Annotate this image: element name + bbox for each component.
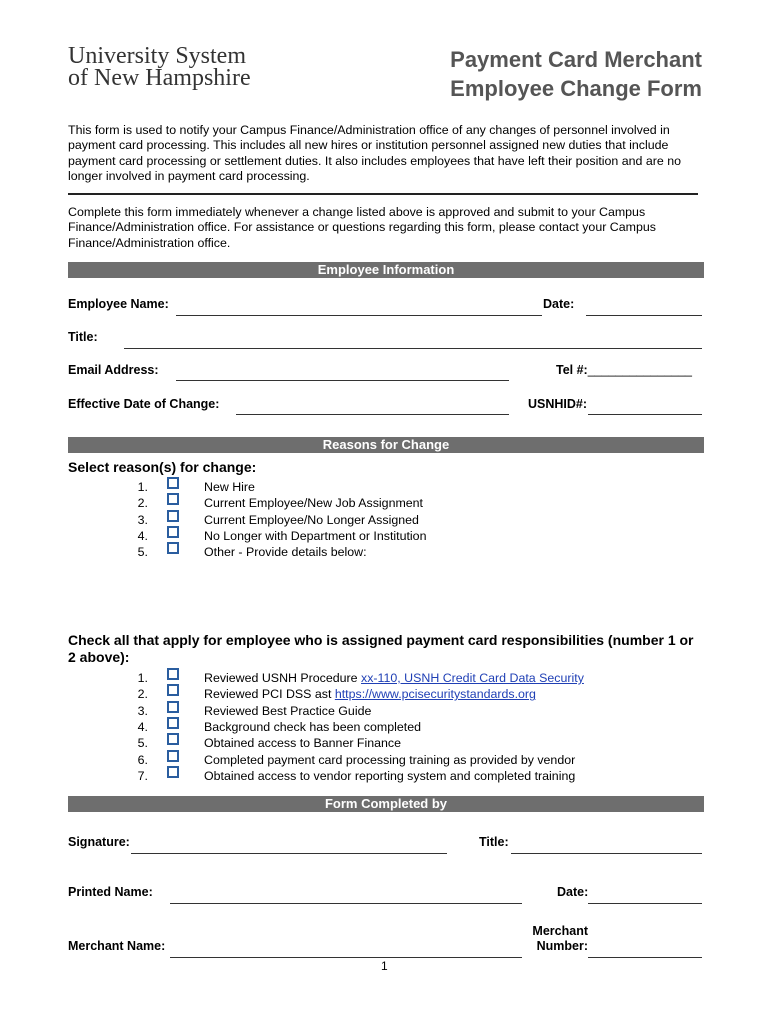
section-header-reasons: Reasons for Change	[68, 437, 704, 453]
checkbox[interactable]	[167, 684, 179, 696]
item-label-text: Other - Provide details below:	[204, 545, 367, 560]
reference-link[interactable]: xx-110, USNH Credit Card Data Security	[361, 671, 584, 685]
item-label	[204, 752, 575, 768]
checkbox[interactable]	[167, 701, 179, 713]
item-label	[204, 686, 536, 702]
checkbox[interactable]	[167, 668, 179, 680]
merchant-name-label: Merchant Name:	[68, 939, 166, 953]
divider	[68, 193, 698, 195]
item-label-text: Obtained access to vendor reporting system and completed training	[204, 768, 576, 783]
item-label-text: Obtained access to Banner Finance	[204, 736, 401, 751]
checkbox[interactable]	[167, 750, 179, 762]
item-number: 3.	[137, 703, 148, 718]
effective-date-label: Effective Date of Change:	[68, 397, 220, 411]
signature-label: Signature:	[68, 835, 130, 849]
item-number: 6.	[137, 752, 148, 767]
item-label	[204, 479, 255, 495]
checkbox[interactable]	[167, 493, 179, 505]
reference-link[interactable]: https://www.pcisecuritystandards.org	[334, 687, 536, 702]
employee-name-field[interactable]	[176, 315, 542, 316]
item-number: 3.	[137, 512, 148, 527]
item-label-text: Current Employee/No Longer Assigned	[204, 512, 419, 527]
item-label-text: Current Employee/New Job Assignment	[204, 496, 424, 511]
item-label-text: Completed payment card processing training as provided by vendor	[204, 752, 576, 767]
item-label	[204, 719, 421, 735]
checkbox[interactable]	[167, 766, 179, 778]
item-label	[204, 703, 371, 719]
item-number: 2.	[137, 496, 148, 511]
item-number: 4.	[137, 719, 148, 734]
usnhid-field[interactable]	[588, 414, 702, 415]
employee-name-label: Employee Name:	[68, 297, 169, 311]
item-label	[204, 528, 426, 544]
reasons-prompt: Select reason(s) for change:	[68, 459, 257, 475]
merchant-number-label-line2: Number:	[536, 939, 588, 953]
completed-title-field[interactable]	[511, 853, 702, 854]
form-title-line1: Payment Card Merchant	[450, 47, 702, 72]
item-number: 5.	[137, 736, 148, 751]
item-label	[204, 512, 419, 528]
date-label: Date:	[543, 297, 575, 311]
responsibilities-prompt: Check all that apply for employee who is assigned payment card responsibilities (number 1 or 2 above):	[68, 632, 694, 665]
effective-date-field[interactable]	[236, 414, 509, 415]
merchant-name-field[interactable]	[170, 957, 522, 958]
item-label-text: Reviewed PCI DSS ast	[204, 687, 335, 702]
completed-title-label: Title:	[479, 835, 509, 849]
item-label	[204, 735, 401, 751]
email-field[interactable]	[176, 380, 509, 381]
item-label-text: Reviewed USNH Procedure	[204, 671, 362, 685]
tel-label	[556, 363, 692, 378]
section-header-employee-info: Employee Information	[68, 262, 704, 278]
title-label: Title:	[68, 330, 98, 344]
checkbox[interactable]	[167, 717, 179, 729]
page-number: 1	[381, 959, 388, 973]
item-number: 4.	[137, 528, 148, 543]
email-label: Email Address:	[68, 363, 159, 377]
item-number: 1.	[137, 671, 148, 685]
form-title-line2: Employee Change Form	[450, 76, 702, 101]
item-label-text: New Hire	[204, 480, 255, 494]
date-field[interactable]	[586, 315, 702, 316]
item-number: 7.	[137, 768, 148, 783]
printed-name-field[interactable]	[170, 903, 522, 904]
item-label	[204, 544, 367, 560]
item-label	[204, 768, 575, 784]
item-label	[204, 495, 423, 511]
logo-line2: of New Hampshire	[68, 65, 251, 91]
item-number: 2.	[137, 687, 148, 702]
checkbox[interactable]	[167, 733, 179, 745]
section-header-form-completed: Form Completed by	[68, 796, 704, 812]
instructions-paragraph: Complete this form immediately whenever a change listed above is approved and submit to your Campus Finance/Administration office. For assistance or questions regarding this form, please contact your Campus Finance/Administration office.	[68, 205, 656, 250]
completed-date-label: Date:	[557, 885, 589, 899]
item-label-text: Background check has been completed	[204, 719, 421, 734]
checkbox[interactable]	[167, 510, 179, 522]
checkbox[interactable]	[167, 542, 179, 554]
item-number: 5.	[137, 545, 148, 560]
intro-paragraph: This form is used to notify your Campus Finance/Administration office of any changes of personnel involved in payment card processing. This includes all new hires or institution personnel assigned new duties that include payment card processing or settlement duties. It also includes employees that have left their position and are no longer involved in payment card processing.	[68, 123, 681, 184]
signature-field[interactable]	[131, 853, 447, 854]
tel-field[interactable]: _______________	[587, 363, 693, 377]
tel-label-text: Tel #:	[556, 363, 588, 377]
item-label-text: No Longer with Department or Institution	[204, 528, 427, 543]
checkbox[interactable]	[167, 526, 179, 538]
title-field[interactable]	[124, 348, 702, 349]
item-label	[204, 670, 584, 686]
merchant-number-field[interactable]	[588, 957, 702, 958]
item-number: 1.	[137, 480, 148, 494]
item-label-text: Reviewed Best Practice Guide	[204, 703, 372, 718]
usnhid-label: USNHID#:	[528, 397, 588, 411]
checkbox[interactable]	[167, 477, 179, 489]
printed-name-label: Printed Name:	[68, 885, 153, 899]
completed-date-field[interactable]	[588, 903, 702, 904]
merchant-number-label-line1: Merchant	[532, 924, 588, 938]
logo-line1: University System	[68, 43, 246, 69]
